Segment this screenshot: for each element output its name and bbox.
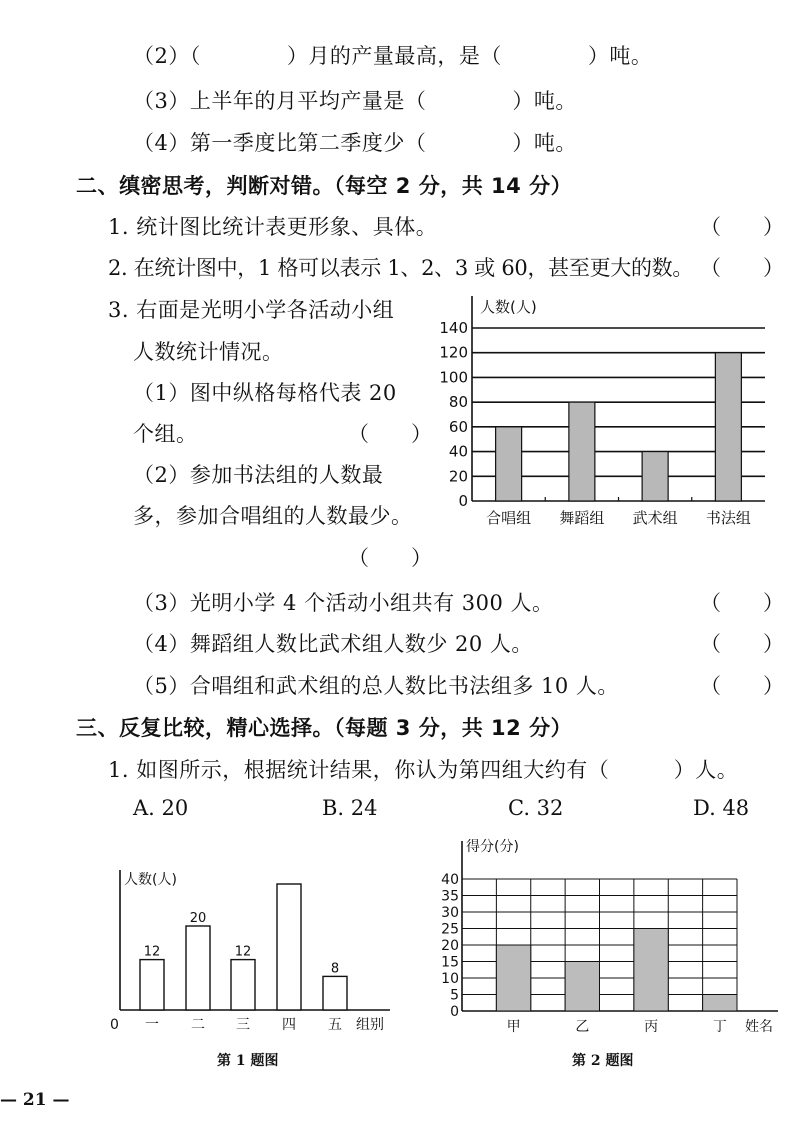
x-category-label: 丁: [712, 1019, 727, 1035]
s2-q3-text-1: 3. 右面是光明小学各活动小组: [108, 298, 395, 322]
y-tick-label: 30: [441, 905, 459, 921]
y-tick-label: 40: [441, 872, 459, 888]
figure-1-caption: 第 1 题图: [217, 1053, 279, 1069]
s2-q3-text-5: （2）参加书法组的人数最: [133, 463, 384, 487]
x-category-label: 舞蹈组: [559, 509, 605, 527]
activity-group-bar-chart: [432, 288, 772, 533]
x-axis-label: 组别: [356, 1017, 384, 1033]
bar-合唱组: [496, 427, 522, 501]
s2-q3-4-answer-blank[interactable]: （ ）: [700, 632, 784, 656]
y-tick-label: 5: [450, 987, 459, 1004]
y-tick-label: 80: [448, 393, 468, 412]
x-category-label: 五: [328, 1017, 342, 1033]
y-tick-label: 15: [441, 954, 459, 971]
bar-group-四: [277, 884, 301, 1010]
y-tick-label: 20: [441, 938, 459, 954]
y-tick-label: 100: [439, 368, 468, 387]
bar-丙: [634, 929, 668, 1012]
x-category-label: 丙: [644, 1019, 659, 1035]
s2-question-2: 2. 在统计图中，1 格可以表示 1、2、3 或 60，甚至更大的数。: [108, 256, 694, 280]
data-label: 12: [143, 944, 161, 960]
y-tick-label: 35: [441, 888, 459, 905]
data-label: 12: [234, 944, 252, 960]
y-tick-label: 20: [448, 467, 468, 486]
option-d[interactable]: D. 48: [693, 796, 750, 820]
s2-q3-text-6: 多，参加合唱组的人数最少。: [133, 504, 413, 528]
bar-甲: [496, 945, 530, 1011]
y-tick-label: 60: [448, 417, 468, 436]
y-tick-label: 25: [441, 921, 459, 938]
figure-2-score-chart: [430, 835, 785, 1035]
origin-label: 0: [110, 1017, 119, 1033]
s2-q3-text-3: （1）图中纵格每格代表 20: [133, 381, 397, 405]
option-b[interactable]: B. 24: [322, 796, 378, 820]
s2-q3-sub-4: （4）舞蹈组人数比武术组人数少 20 人。: [133, 632, 533, 656]
bar-group-五: [323, 976, 347, 1010]
x-category-label: 甲: [506, 1019, 521, 1035]
x-axis-label: 姓名: [745, 1019, 773, 1035]
y-tick-label: 0: [450, 1004, 459, 1020]
s2-q3-text-4: 个组。: [133, 422, 198, 446]
option-c[interactable]: C. 32: [508, 796, 564, 820]
s2-q3-5-answer-blank[interactable]: （ ）: [700, 674, 784, 698]
bar-group-三: [231, 960, 255, 1010]
data-label: 8: [330, 961, 340, 977]
y-tick-label: 140: [439, 319, 468, 337]
bar-丁: [703, 995, 737, 1012]
bar-group-一: [140, 960, 164, 1010]
x-category-label: 合唱组: [486, 509, 532, 527]
s2-q3-text-2: 人数统计情况。: [133, 340, 284, 364]
y-tick-label: 40: [448, 442, 468, 461]
s3-question-1: 1. 如图所示，根据统计结果，你认为第四组大约有（ ）人。: [108, 758, 739, 782]
question-line-3: （3）上半年的月平均产量是（ ）吨。: [133, 89, 577, 113]
s2-q3-sub-3: （3）光明小学 4 个活动小组共有 300 人。: [133, 591, 554, 615]
s2-q3-2-answer-blank[interactable]: （ ）: [348, 546, 432, 570]
bar-group-二: [186, 926, 210, 1010]
x-category-label: 二: [191, 1017, 205, 1033]
y-tick-label: 120: [439, 343, 468, 362]
x-category-label: 乙: [575, 1019, 590, 1035]
question-line-2: （2）（ ）月的产量最高，是（ ）吨。: [133, 44, 653, 68]
option-a[interactable]: A. 20: [133, 796, 189, 820]
section-3-title: 三、反复比较，精心选择。（每题 3 分，共 12 分）: [76, 716, 573, 740]
x-category-label: 武术组: [632, 509, 678, 527]
x-category-label: 书法组: [705, 509, 751, 527]
s2-q1-answer-blank[interactable]: （ ）: [700, 215, 784, 239]
bar-书法组: [715, 353, 741, 501]
y-axis-label: 人数(人): [124, 872, 177, 888]
s2-q3-3-answer-blank[interactable]: （ ）: [700, 591, 784, 615]
bar-舞蹈组: [569, 402, 595, 501]
s2-q3-sub-5: （5）合唱组和武术组的总人数比书法组多 10 人。: [133, 674, 619, 698]
x-category-label: 三: [236, 1017, 250, 1033]
y-axis-label: 得分(分): [466, 839, 519, 855]
s2-q2-answer-blank[interactable]: （ ）: [700, 256, 784, 280]
section-2-title: 二、缜密思考，判断对错。（每空 2 分，共 14 分）: [76, 174, 573, 198]
data-label: 20: [189, 911, 207, 926]
x-category-label: 四: [282, 1017, 296, 1033]
y-axis-label: 人数(人): [480, 298, 537, 316]
page-number: — 21 —: [0, 1090, 70, 1110]
bar-乙: [565, 962, 599, 1012]
x-category-label: 一: [145, 1017, 159, 1033]
y-tick-label: 0: [458, 492, 468, 510]
figure-2-caption: 第 2 题图: [572, 1053, 634, 1069]
question-line-4: （4）第一季度比第二季度少（ ）吨。: [133, 131, 577, 155]
y-tick-label: 10: [441, 971, 459, 987]
s2-question-1: 1. 统计图比统计表更形象、具体。: [108, 215, 438, 239]
bar-武术组: [642, 452, 668, 501]
figure-1-bar-chart: [100, 862, 400, 1037]
s2-q3-1-answer-blank[interactable]: （ ）: [348, 422, 432, 446]
